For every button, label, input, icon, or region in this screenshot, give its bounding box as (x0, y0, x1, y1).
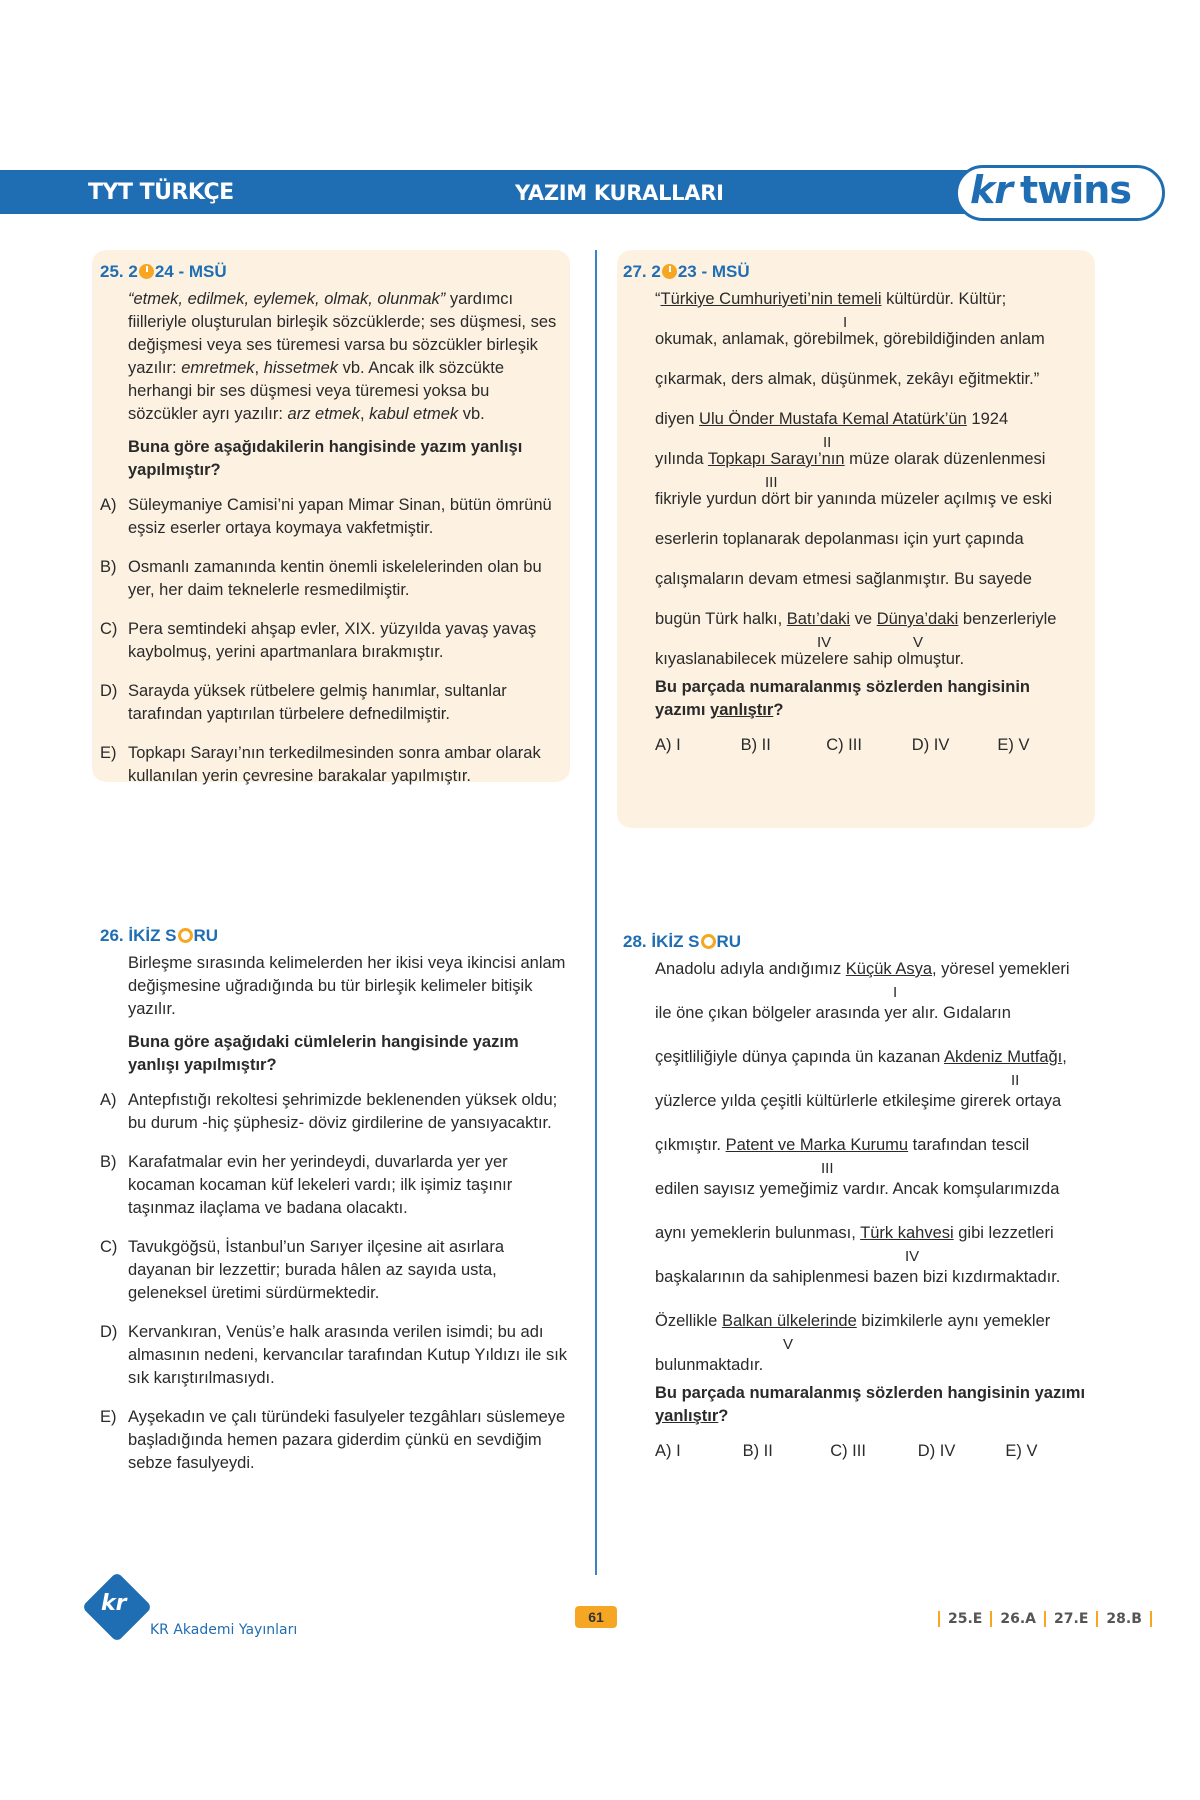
question-number: 27. 2 23 - MSÜ (623, 262, 750, 281)
passage-line: fikriyle yurdun dört bir yanında müzeler açılmış ve eski (655, 490, 1053, 508)
question-28 (623, 932, 1093, 1461)
option-d[interactable]: D) Kervankıran, Venüs’e halk arasında verilen isimdi; bu adı almasının nedeni, kervancılar tarafından Kutup Yıldızı ile sık sık karıştırılmasıydı. (100, 1323, 568, 1387)
clock-icon (662, 264, 677, 279)
answer-choices (655, 736, 1083, 755)
numeral-iii: III (765, 474, 778, 491)
choice-a[interactable]: A) I (655, 736, 681, 754)
brand-kr: kr (970, 168, 1013, 212)
choice-a[interactable]: A) I (655, 1442, 681, 1460)
question-intro: Birleşme sırasında kelimelerden her ikisi veya ikincisi anlam değişmesine uğradığında bu tür birleşik kelimeler bitişik yazılır. (128, 954, 566, 1018)
answer-key-item: 25.E (938, 1611, 990, 1627)
question-stem: Buna göre aşağıdaki cümlelerin hangisinde yazım yanlışı yapılmıştır? (128, 1033, 519, 1074)
passage-line: bugün Türk halkı, Batı’daki ve Dünya’daki benzerleriyle IV V (655, 608, 1083, 648)
header-subject: TYT TÜRKÇE (88, 180, 234, 205)
publisher-name: KR Akademi Yayınları (150, 1622, 298, 1638)
passage-line: aynı yemeklerin bulunması, Türk kahvesi gibi lezzetleri IV (655, 1222, 1093, 1266)
question-intro: “etmek, edilmek, eylemek, olmak, olunmak” yardımcı fiilleriyle oluşturulan birleşik sözcüklerde; ses düşmesi, ses değişmesi veya ses türemesi varsa bu sözcükler birleşik yazılır: emretmek, hissetmek vb. Ancak ilk sözcükte herhangi bir ses düşmesi veya türemesi yoksa bu sözcükler ayrı yazılır: arz etmek, kabul etmek vb. (128, 290, 557, 423)
passage-line: ile öne çıkan bölgeler arasında yer alır. Gıdaların (655, 1004, 1011, 1022)
numeral-v: V (783, 1336, 794, 1353)
brand-logo-text (970, 168, 1131, 212)
numeral-iv: IV (905, 1248, 920, 1265)
column-divider (595, 250, 597, 1575)
brand-twins: twins (1020, 168, 1131, 212)
page-number: 61 (575, 1606, 617, 1628)
answer-key-item: 27.E (1044, 1611, 1096, 1627)
passage-line: edilen sayısız yemeğimiz vardır. Ancak komşularımızda (655, 1180, 1060, 1198)
passage-line: çıkarmak, ders almak, düşünmek, zekâyı eğitmektir.” (655, 370, 1040, 388)
choice-d[interactable]: D) IV (911, 736, 950, 754)
passage-line: eserlerin toplanarak depolanması için yurt çapında (655, 530, 1024, 548)
numeral-iii: III (821, 1160, 834, 1177)
option-e[interactable]: E) Ayşekadın ve çalı türündeki fasulyeler tezgâhları süslemeye başladığında hemen pazara giderdim çünkü en sevdiğim sebze fasulyeydi. (100, 1408, 566, 1472)
option-a[interactable]: A) Antepfıstığı rekoltesi şehrimizde beklenenden yüksek oldu; bu durum -hiç şüphesiz- döviz girdilerine de yansıyacaktır. (100, 1091, 558, 1132)
choice-c[interactable]: C) III (826, 736, 862, 754)
answer-key (938, 1611, 1152, 1627)
choice-c[interactable]: C) III (830, 1442, 866, 1460)
passage-line: çıkmıştır. Patent ve Marka Kurumu tarafından tescil III (655, 1134, 1093, 1178)
passage-line: yılında Topkapı Sarayı’nın müze olarak düzenlenmesi III (655, 448, 1083, 488)
passage-line: Özellikle Balkan ülkelerinde bizimkilerle aynı yemekler V (655, 1310, 1093, 1354)
choice-b[interactable]: B) II (742, 1442, 773, 1460)
passage (623, 288, 1083, 755)
option-c[interactable]: C) Tavukgöğsü, İstanbul’un Sarıyer ilçesine ait asırlara dayanan bir lezzettir; burada hâlen az sayıda usta, geleneksel üretimi sürdürmektedir. (100, 1238, 505, 1302)
passage-line: “Türkiye Cumhuriyeti’nin temeli kültürdür. Kültür; I (655, 288, 1083, 328)
passage-line: okumak, anlamak, görebilmek, görebildiğinden anlam (655, 330, 1045, 348)
question-number: 26. İKİZ S RU (100, 926, 219, 945)
passage-line: çalışmaların devam etmesi sağlanmıştır. Bu sayede (655, 570, 1032, 588)
twin-o-icon (178, 928, 193, 943)
numeral-ii: II (823, 434, 832, 451)
question-26 (100, 926, 570, 1475)
clock-icon (139, 264, 154, 279)
numeral-ii: II (1011, 1072, 1020, 1089)
numeral-v: V (913, 634, 924, 651)
numeral-i: I (843, 314, 848, 331)
numeral-iv: IV (817, 634, 832, 651)
twin-o-icon (701, 934, 716, 949)
passage-line: bulunmaktadır. (655, 1356, 764, 1374)
option-b[interactable]: B) Osmanlı zamanında kentin önemli iskelelerinden olan bu yer, her daim teknelerle resmedilmiştir. (100, 558, 542, 599)
option-c[interactable]: C) Pera semtindeki ahşap evler, XIX. yüzyılda yavaş yavaş kaybolmuş, yerini apartmanlara bırakmıştır. (100, 620, 537, 661)
choice-d[interactable]: D) IV (917, 1442, 956, 1460)
choice-b[interactable]: B) II (740, 736, 771, 754)
passage-line: kıyaslanabilecek müzelere sahip olmuştur. (655, 650, 965, 668)
question-27 (617, 250, 1095, 828)
publisher-logo-text: kr (101, 1591, 127, 1616)
question-number: 25. 2 24 - MSÜ (100, 262, 227, 281)
question-stem: Bu parçada numaralanmış sözlerden hangisinin yazımı yanlıştır? (655, 678, 1031, 719)
passage-line: Anadolu adıyla andığımız Küçük Asya, yöresel yemekleri I (655, 958, 1093, 1002)
answer-key-item: 28.B (1096, 1611, 1151, 1627)
option-e[interactable]: E) Topkapı Sarayı’nın terkedilmesinden sonra ambar olarak kullanılan yerin çevresine barakalar yapılmıştır. (100, 744, 541, 785)
answer-key-item: 26.A (990, 1611, 1044, 1627)
choice-e[interactable]: E) V (997, 736, 1030, 754)
question-number: 28. İKİZ S RU (623, 932, 742, 951)
option-d[interactable]: D) Sarayda yüksek rütbelere gelmiş hanımlar, sultanlar tarafından yaptırılan türbelere defnedilmiştir. (100, 682, 507, 723)
option-b[interactable]: B) Karafatmalar evin her yerindeydi, duvarlarda yer yer kocaman kocaman küf lekeleri vardı; ilk işimiz taşınır taşınmaz ilaçlama ve badana olacaktı. (100, 1153, 513, 1217)
question-stem: Bu parçada numaralanmış sözlerden hangisinin yazımı yanlıştır? (655, 1384, 1086, 1425)
question-25 (92, 250, 570, 785)
header-topic: YAZIM KURALLARI (515, 181, 724, 205)
passage-line: yüzlerce yılda çeşitli kültürlerle etkileşime girerek ortaya (655, 1092, 1062, 1110)
option-a[interactable]: A) Süleymaniye Camisi’ni yapan Mimar Sinan, bütün ömrünü eşsiz eserler ortaya koymaya vakfetmiştir. (100, 496, 552, 537)
passage-line: çeşitliliğiyle dünya çapında ün kazanan Akdeniz Mutfağı, II (655, 1046, 1093, 1090)
answer-choices (655, 1442, 1093, 1461)
passage-line: başkalarının da sahiplenmesi bazen bizi kızdırmaktadır. (655, 1268, 1061, 1286)
passage (623, 958, 1093, 1461)
numeral-i: I (893, 984, 898, 1001)
passage-line: diyen Ulu Önder Mustafa Kemal Atatürk’ün 1924 II (655, 408, 1083, 448)
question-stem: Buna göre aşağıdakilerin hangisinde yazım yanlışı yapılmıştır? (128, 438, 523, 479)
choice-e[interactable]: E) V (1005, 1442, 1038, 1460)
